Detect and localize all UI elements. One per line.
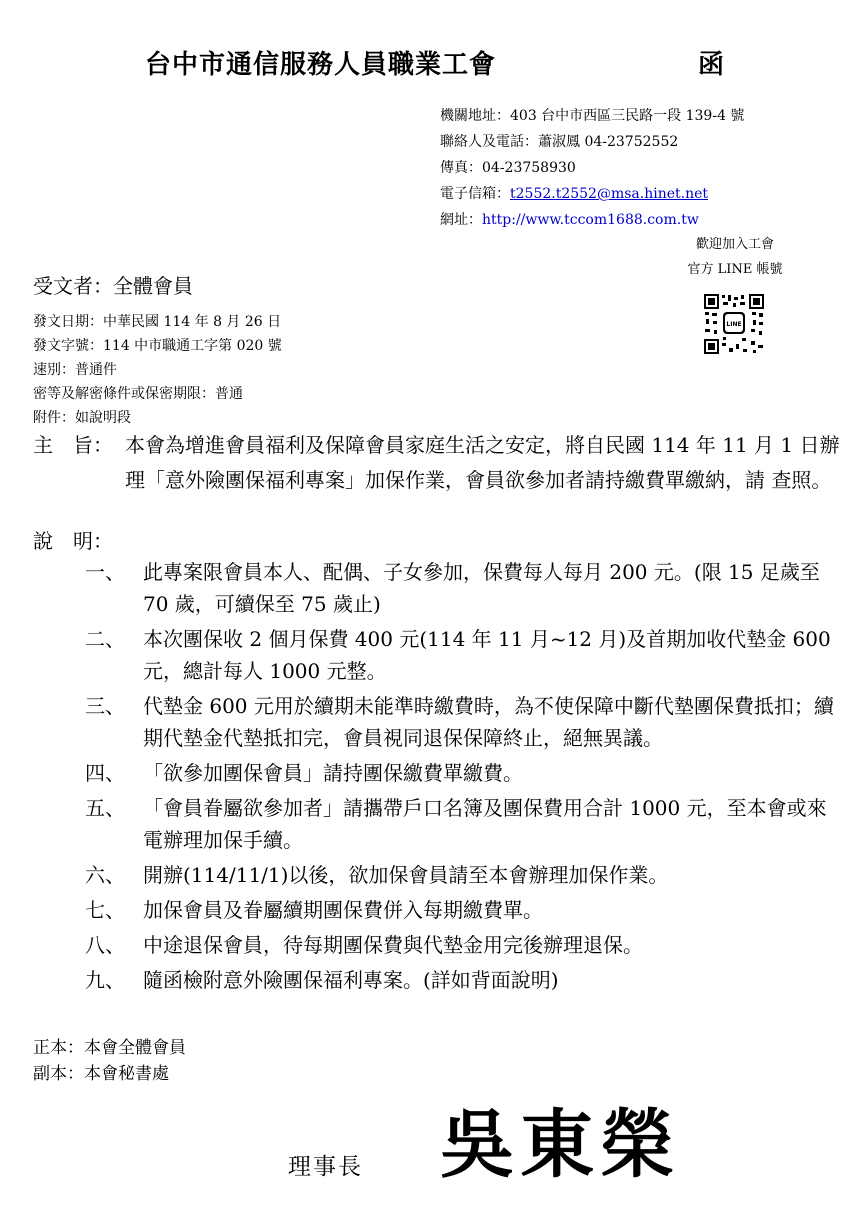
explanation-item-number: 二、 <box>85 627 125 651</box>
explanation-item-text: 代墊金 600 元用於續期未能準時繳費時，為不使保障中斷代墊團保費抵扣；續期代墊金代墊抵扣完，會員視同退保保障終止，絕無異議。 <box>143 694 834 750</box>
explanation-item <box>85 623 845 687</box>
secrecy-level: 密等及解密條件或保密期限：普通 <box>33 386 243 402</box>
explanation-item-number: 八、 <box>85 933 125 957</box>
website-link[interactable]: http://www.tccom1688.com.tw <box>482 212 699 228</box>
distribution <box>33 1035 186 1087</box>
email-label: 電子信箱： <box>440 186 510 202</box>
explanation-item-text: 「會員眷屬欲參加者」請攜帶戶口名簿及團保費用合計 1000 元，至本會或來電辦理加保手續。 <box>143 796 827 852</box>
explanation-item-number: 九、 <box>85 968 125 992</box>
copy-recipient: 副本：本會秘書處 <box>33 1064 169 1084</box>
document-meta <box>33 310 282 430</box>
address: 機關地址：403 台中市西區三民路一段 139-4 號 <box>440 108 745 124</box>
explanation-item-number: 六、 <box>85 863 125 887</box>
explanation-item <box>85 894 845 926</box>
explanation-item <box>85 757 845 789</box>
explanation-item-number: 四、 <box>85 761 125 785</box>
explanation-item-number: 三、 <box>85 694 125 718</box>
attachment-note: 附件：如說明段 <box>33 410 131 426</box>
email-link[interactable]: t2552.t2552@msa.hinet.net <box>510 186 709 202</box>
explanation-item-text: 開辦(114/11/1)以後，欲加保會員請至本會辦理加保作業。 <box>143 863 669 887</box>
issue-date: 發文日期：中華民國 114 年 8 月 26 日 <box>33 314 282 330</box>
explanation-item-text: 中途退保會員，待每期團保費與代墊金用完後辦理退保。 <box>143 933 643 957</box>
explanation-item-number: 七、 <box>85 898 125 922</box>
explanation-item <box>85 859 845 891</box>
explanation-item <box>85 964 845 996</box>
original-recipient: 正本：本會全體會員 <box>33 1038 186 1058</box>
explanation-item <box>85 929 845 961</box>
explanation-item <box>85 792 845 856</box>
explanation-item-text: 此專案限會員本人、配偶、子女參加，保費每人每月 200 元。(限 15 足歲至 70 歲，可續保至 75 歲止) <box>143 560 820 616</box>
qr-code-icon[interactable] <box>703 293 765 355</box>
explanation-item <box>85 556 845 620</box>
line-promo <box>665 232 805 282</box>
explanation-item-text: 隨函檢附意外險團保福利專案。(詳如背面說明) <box>143 968 559 992</box>
reference-number: 發文字號：114 中市職通工字第 020 號 <box>33 338 282 354</box>
subject-label: 主 旨： <box>33 433 113 457</box>
fax: 傳真：04-23758930 <box>440 160 576 176</box>
explanation-item-number: 五、 <box>85 796 125 820</box>
svg-text:LINE: LINE <box>726 321 742 328</box>
contact-block <box>440 103 744 233</box>
explanation-item-text: 本次團保收 2 個月保費 400 元(114 年 11 月~12 月)及首期加收代墊金 600 元，總計每人 1000 元整。 <box>143 627 831 683</box>
website-row <box>440 207 744 233</box>
chairman-title: 理事長 <box>288 1154 363 1180</box>
explanation-list <box>85 556 845 999</box>
line-promo-line2: 官方 LINE 帳號 <box>687 262 783 277</box>
chairman-signature: 吳東榮 <box>440 1102 680 1188</box>
org-title: 台中市通信服務人員職業工會 <box>145 50 497 80</box>
explanation-item-text: 加保會員及眷屬續期團保費併入每期繳費單。 <box>143 898 543 922</box>
subject-text: 本會為增進會員福利及保障會員家庭生活之安定，將自民國 114 年 11 月 1 日辦理「意外險團保福利專案」加保作業，會員欲參加者請持繳費單繳納，請 查照。 <box>125 433 840 492</box>
explanation-item-number: 一、 <box>85 560 125 584</box>
explanation-item-text: 「欲參加團保會員」請持團保繳費單繳費。 <box>143 761 523 785</box>
email-row <box>440 181 744 207</box>
delivery-speed: 速別：普通件 <box>33 362 117 378</box>
explanation-item <box>85 690 845 754</box>
phone: 聯絡人及電話：蕭淑鳳 04-23752552 <box>440 134 679 150</box>
website-label: 網址： <box>440 212 482 228</box>
line-promo-line1: 歡迎加入工會 <box>695 237 774 252</box>
doc-type: 函 <box>698 50 726 80</box>
recipient: 受文者：全體會員 <box>33 274 193 298</box>
explanation-label: 說 明： <box>33 529 113 553</box>
